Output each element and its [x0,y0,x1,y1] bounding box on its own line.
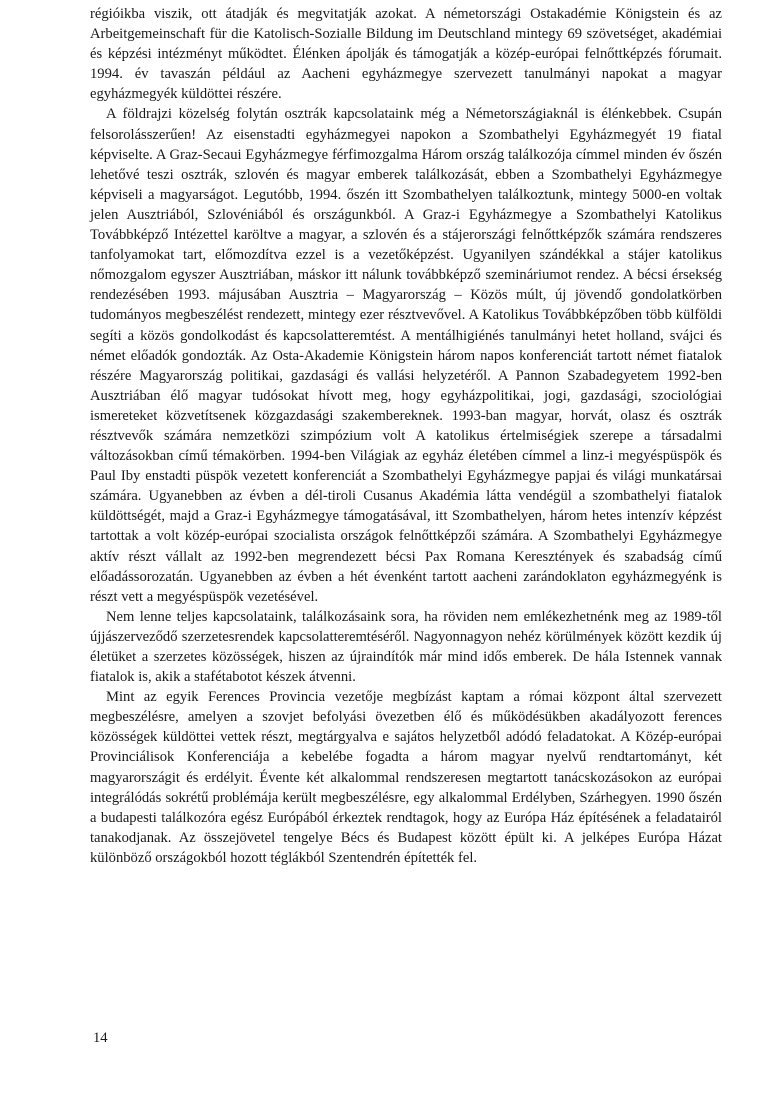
paragraph-1: régióikba viszik, ott átadják és megvitatják azokat. A németországi Ostakadémie Königstein és az Arbeitgemeinschaft für die Katolisch-Sozialle Bildung im Deutschland mintegy 69 szövetséget, akadémiai és képzési intézményt működtet. Élénken ápolják és támogatják a közép-európai felnőttképzés fórumait. 1994. év tavaszán például az Aacheni egyházmegye szervezett tanulmányi napokat a magyar egyházmegyék küldöttei részére. [90,6,722,103]
paragraph-3: Nem lenne teljes kapcsolataink, találkozásaink sora, ha röviden nem emlékezhetnénk meg az 1989-től újjászerveződő szerzetesrendek kapcsolatteremtéséről. Nagyonnagyon nehéz körülmények között kezdik új életüket a szerzetes közösségek, hiszen az újraindítók már mind idős emberek. De hála Istennek vannak fiatalok is, akik a stafétabotot készek átvenni. [90,608,722,686]
paragraph-2: A földrajzi közelség folytán osztrák kapcsolataink még a Németországiaknál is élénkebbek. Csupán felsorolásszerűen! Az eisenstadti egyházmegyei napokon a Szombathelyi Egyházmegyét 19 fiatal képviselte. A Graz-Secaui Egyházmegye férfimozgalma Három ország találkozója címmel minden év őszén lehetővé teszi osztrák, szlovén és magyar emberek találkozását, ebben a Szombathelyi Egyházmegye képviseli a magyarságot. Legutóbb, 1994. őszén itt Szombathelyen találkoztunk, mintegy 5000-en voltak jelen Ausztriából, Szlovéniából és országunkból. A Graz-i Egyházmegye a Szombathelyi Katolikus Továbbképző Intézettel karöltve a magyar, a szlovén és a stájerországi felnőttképzők számára rendszeres tanfolyamokat tart, előmozdítva ezzel is a vezetőképzést. Ugyanilyen szándékkal a stájer katolikus nőmozgalom egyszer Ausztriában, máskor itt nálunk továbbképző szemináriumot rendez. A bécsi érsekség rendezésében 1993. májusában Ausztria – Magyarország – Közös múlt, új jövendő gondolatkörben tudományos megbeszélést rendezett, mintegy ezer résztvevővel. A Katolikus Továbbképzőben több külföldi segíti a közös gondolkodást és kapcsolatteremtést. A mentálhigiénés tanulmányi hetet holland, svájci és német előadók gondozták. Az Osta-Akademie Königstein három napos konferenciát tartott német fiatalok részére Magyarország politikai, gazdasági és vallási helyzetéről. A Pannon Szabadegyetem 1992-ben Ausztriában élő magyar tudósokat hívott meg, hogy egyházpolitikai, jogi, gazdasági, szociológiai ismereteket közvetítsenek közgazdasági szakembereknek. 1993-ban magyar, horvát, olasz és osztrák résztvevők számára nemzetközi szimpózium volt A katolikus értelmiségiek szerepe a társadalmi változásokban című témakörben. 1994-ben Világiak az egyház életében címmel a linz-i megyéspüspök és Paul Iby enstadti püspök vezetett konferenciát a Szombathelyi Egyházmegye papjai és világi munkatársai számára. Ugyanebben az évben a dél-tiroli Cusanus Akadémia látta vendégül a szombathelyi fiatalok küldöttségét, majd a Graz-i Egyházmegye támogatásával, itt Szombathelyen, három hetes intenzív képzést tartottak a volt közép-európai szocialista országok felnőttképzői számára. A Szombathelyi Egyházmegye aktív részt vállalt az 1992-ben megrendezett bécsi Pax Romana Keresztények és szabadság című előadássorozatán. Ugyanebben az évben a hét évenként tartott aacheni zarándoklaton egyházmegyénk is részt vett a megyéspüspök vezetésével. [90,106,722,605]
page-body [90,4,722,868]
paragraph-4: Mint az egyik Ferences Provincia vezetője megbízást kaptam a római központ által szervezett megbeszélésre, amelyen a szovjet befolyási övezetben élő és működésükben akadályozott ferences közösségek küldöttei vettek részt, megtárgyalva e sajátos helyzetből adódó feladatokat. A Közép-európai Provinciálisok Konferenciája a kebelébe fogadta a három magyar nyelvű rendtartományt, két magyarországit és erdélyit. Évente két alkalommal rendszeresen megtartott tanácskozásokon az európai integrálódás sokrétű problémája került megbeszélésre, egy alkalommal Erdélyben, Szárhegyen. 1990 őszén a budapesti találkozóra egész Európából érkeztek rendtagok, hogy az Európa Ház építésének a feladatairól tanakodjanak. Az összejövetel tengelye Bécs és Budapest között épült ki. A jelképes Európa Házat különböző országokból hozott téglákból Szentendrén építették fel. [90,689,722,866]
page-number: 14 [93,1030,108,1046]
